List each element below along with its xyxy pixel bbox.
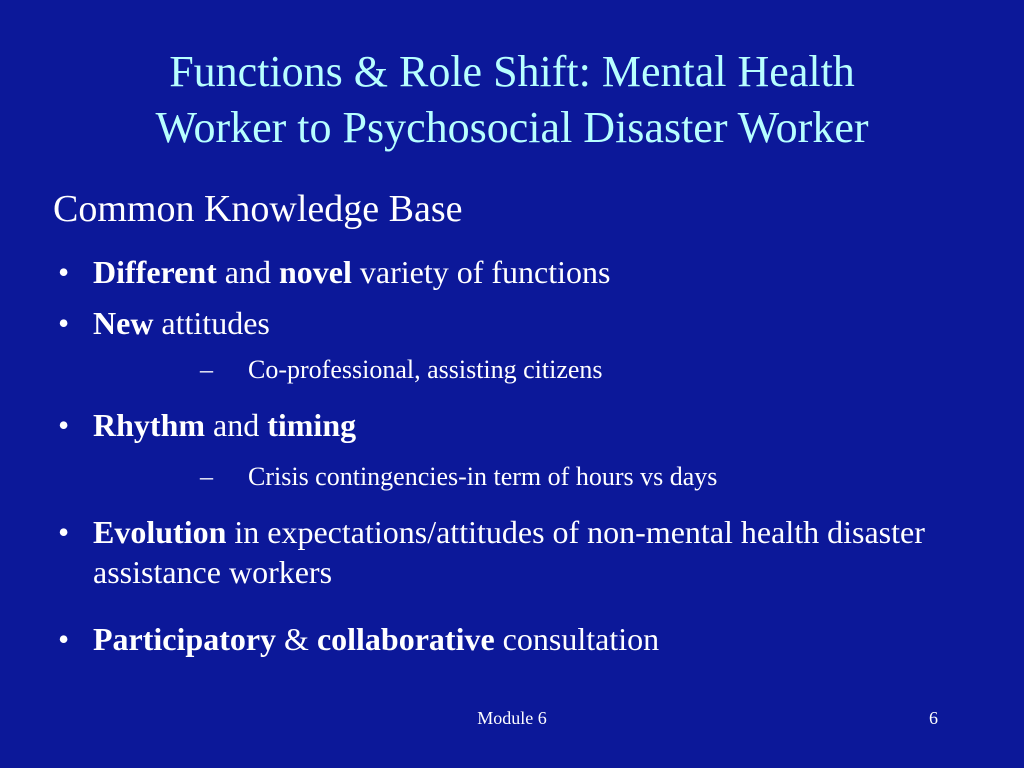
bullet-plain: and (216, 254, 279, 290)
section-heading: Common Knowledge Base (53, 188, 463, 230)
title-line-2: Worker to Psychosocial Disaster Worker (155, 103, 869, 152)
slide-title (40, 44, 984, 156)
bullet-text (93, 405, 958, 445)
sub-bullet-dash: – (200, 462, 213, 491)
bullet-text (93, 303, 958, 343)
sub-bullet-text: Crisis contingencies-in term of hours vs days (248, 462, 718, 491)
bullet-dot: • (58, 254, 70, 290)
bullet-item (58, 303, 958, 343)
bullet-plain: & (276, 621, 317, 657)
bullet-item (58, 252, 958, 292)
bullet-item (58, 405, 958, 445)
bullet-plain: and (205, 407, 268, 443)
bullet-plain: variety of functions (351, 254, 611, 290)
bullet-emphasis: Rhythm (93, 407, 206, 443)
bullet-text (93, 252, 958, 292)
title-line-1: Functions & Role Shift: Mental Health (169, 47, 855, 96)
sub-bullet-item (200, 461, 960, 493)
bullet-plain: attitudes (153, 305, 270, 341)
bullet-emphasis: novel (279, 254, 352, 290)
bullet-dot: • (58, 305, 70, 341)
bullet-text (93, 619, 958, 659)
bullet-emphasis: collaborative (316, 621, 495, 657)
sub-bullet-text: Co-professional, assisting citizens (248, 355, 603, 384)
bullet-emphasis: Evolution (93, 514, 227, 550)
bullet-dot: • (58, 407, 70, 443)
bullet-plain: consultation (494, 621, 660, 657)
bullet-emphasis: timing (267, 407, 357, 443)
bullet-plain: in expectations/attitudes of non-mental health disaster assistance workers (93, 514, 925, 590)
bullet-item (58, 512, 928, 592)
sub-bullet-dash: – (200, 355, 213, 384)
footer-module-label: Module 6 (477, 708, 547, 728)
bullet-emphasis: New (93, 305, 154, 341)
bullet-dot: • (58, 514, 70, 550)
bullet-emphasis: Different (93, 254, 217, 290)
sub-bullet-item (200, 354, 960, 386)
bullet-item (58, 619, 958, 659)
bullet-dot: • (58, 621, 70, 657)
slide-number: 6 (929, 708, 938, 728)
bullet-text (93, 512, 928, 592)
bullet-emphasis: Participatory (93, 621, 277, 657)
